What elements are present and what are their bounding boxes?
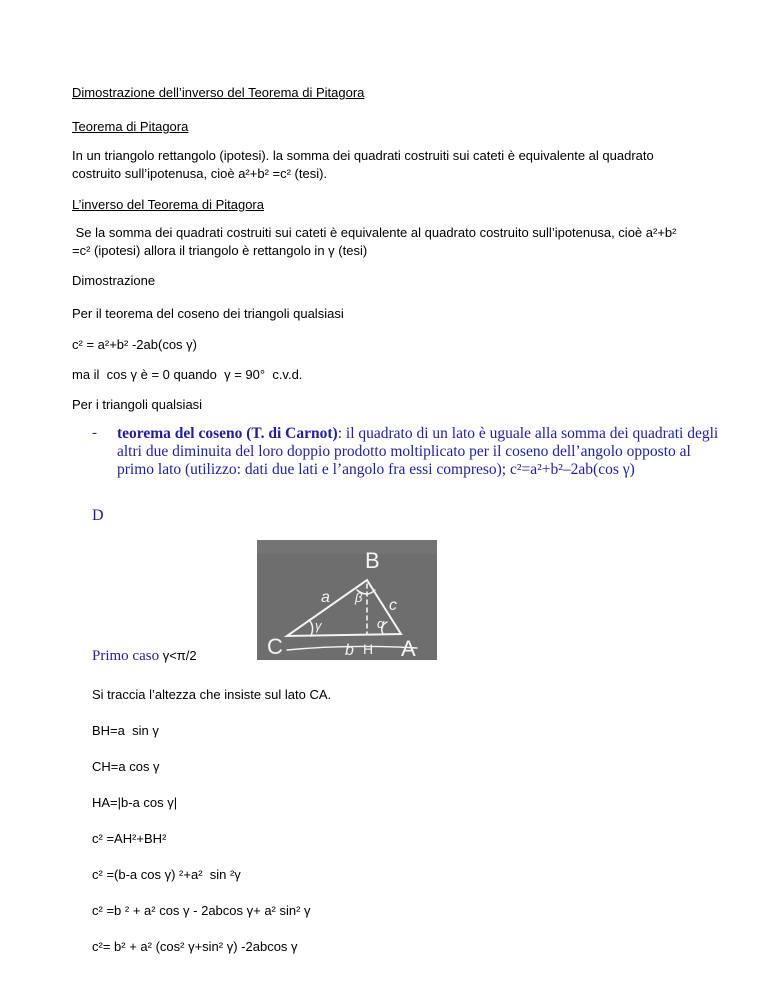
carnot-bullet-text	[117, 425, 727, 479]
label-beta: β	[355, 590, 363, 605]
primo-caso-line	[92, 647, 197, 665]
label-c: c	[389, 597, 397, 614]
paragraph-line: =c² (ipotesi) allora il triangolo è rettangolo in γ (tesi)	[72, 243, 368, 258]
label-alpha: α	[377, 616, 385, 631]
carnot-description: : il quadrato di un lato è uguale alla somma dei quadrati degli altri due diminuita del loro doppio prodotto moltiplicato per il coseno dell’angolo opposto al primo lato (utilizzo: dati due lati e l’angolo fra essi compreso); c²=a²+b²–2ab(cos γ)	[117, 425, 719, 478]
paragraph-line: Se la somma dei quadrati costruiti sui cateti è equivalente al quadrato costruito sull’ipotenusa, cioè a²+b²	[72, 225, 677, 240]
triangle-chalkboard-photo	[257, 540, 437, 660]
formula-line: CH=a cos γ	[92, 759, 160, 774]
paragraph-line: In un triangolo rettangolo (ipotesi). la somma dei quadrati costruiti sui cateti è equivalente al quadrato	[72, 148, 654, 163]
formula-line: c² = a²+b² -2ab(cos γ)	[72, 337, 197, 352]
letter-d: D	[92, 507, 104, 524]
formula-line: c² =b ² + a² cos γ - 2abcos γ+ a² sin² γ	[92, 903, 311, 918]
formula-line: c²= b² + a² (cos² γ+sin² γ) -2abcos γ	[92, 939, 298, 954]
paragraph-line: Si traccia l’altezza che insiste sul lato CA.	[92, 687, 332, 702]
paragraph-line: Per i triangoli qualsiasi	[72, 397, 203, 412]
label-a: a	[321, 589, 330, 606]
formula-line: c² =(b-a cos γ) ²+a² sin ²γ	[92, 867, 241, 882]
label-C: C	[267, 634, 283, 659]
label-H: H	[363, 641, 374, 657]
primo-caso-condition: γ<π/2	[159, 648, 197, 663]
label-B: B	[365, 548, 380, 573]
label-A: A	[401, 636, 416, 660]
label-b: b	[345, 642, 354, 659]
triangle-sketch	[257, 540, 437, 660]
section-heading-inverso: L’inverso del Teorema di Pitagora	[72, 197, 264, 212]
paragraph-line: ma il cos γ è = 0 quando γ = 90° c.v.d.	[72, 367, 303, 382]
formula-line: BH=a sin γ	[92, 723, 159, 738]
paragraph-line: costruito sull’ipotenusa, cioè a²+b² =c² (tesi).	[72, 166, 328, 181]
primo-caso-label: Primo caso	[92, 648, 160, 664]
formula-line: HA=|b-a cos γ|	[92, 795, 178, 810]
carnot-bold-label: teorema del coseno (T. di Carnot)	[117, 425, 338, 442]
paragraph-line: Per il teorema del coseno dei triangoli qualsiasi	[72, 306, 344, 321]
formula-line: c² =AH²+BH²	[92, 831, 167, 846]
document-title: Dimostrazione dell’inverso del Teorema di Pitagora	[72, 85, 365, 100]
dimostrazione-label: Dimostrazione	[72, 273, 156, 288]
bullet-marker: -	[92, 425, 97, 441]
section-heading-pitagora: Teorema di Pitagora	[72, 119, 189, 134]
label-gamma: γ	[315, 618, 322, 633]
